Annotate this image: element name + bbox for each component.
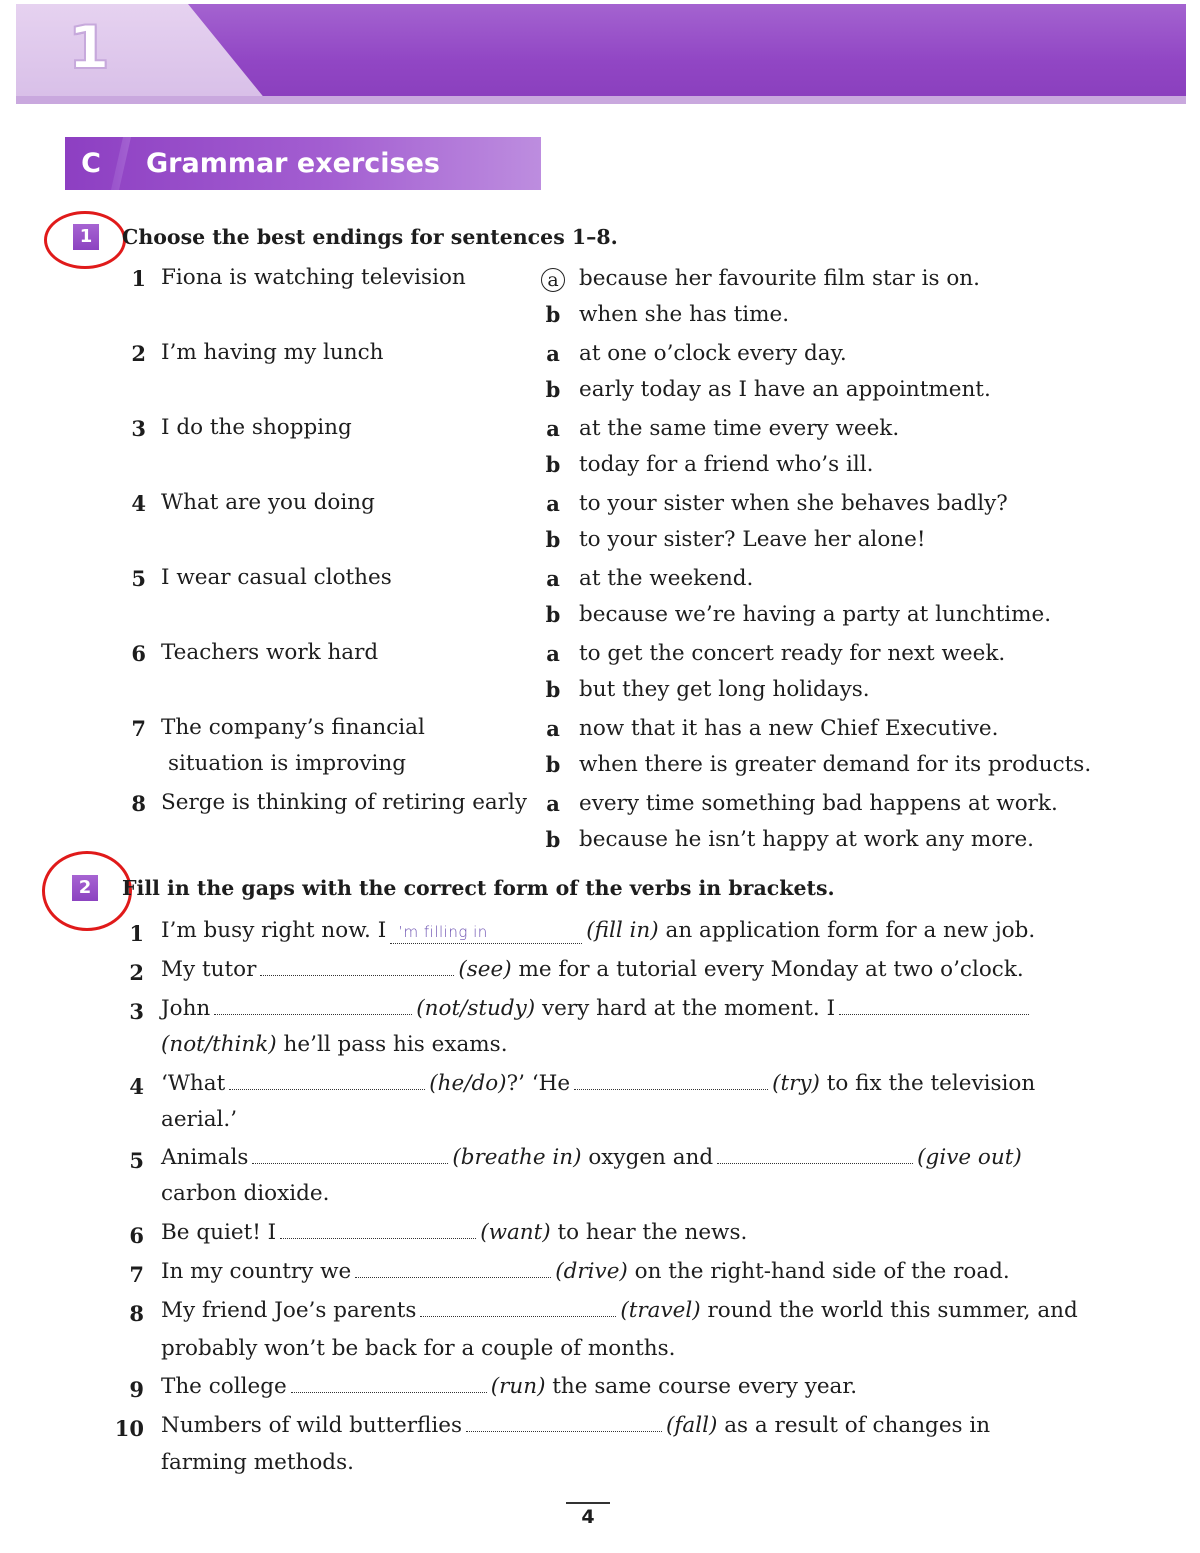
ex2-verb: (want): [480, 1220, 551, 1245]
ex2-text: My tutor: [161, 957, 257, 982]
option-a-letter[interactable]: a: [546, 641, 560, 666]
ex2-verb: (breathe in): [452, 1145, 582, 1170]
ex2-text: John: [161, 996, 211, 1021]
option-a-text: to get the concert ready for next week.: [579, 641, 1006, 666]
ex2-text: to fix the television: [826, 1071, 1036, 1096]
ex2-text: In my country we: [161, 1259, 352, 1284]
section-letter: C: [81, 148, 101, 179]
answer-gap[interactable]: [574, 1071, 768, 1090]
ex1-number: 4: [131, 491, 146, 516]
answer-gap[interactable]: [466, 1413, 662, 1432]
option-b-letter[interactable]: b: [545, 602, 561, 627]
answer-gap[interactable]: [717, 1145, 913, 1164]
selected-option-a[interactable]: a: [541, 268, 565, 292]
ex2-text: on the right-hand side of the road.: [634, 1259, 1010, 1284]
ex2-item-9: [161, 1374, 857, 1399]
option-b-text: but they get long holidays.: [579, 677, 870, 702]
ex2-item-1: [161, 918, 1035, 944]
ex2-verb: (travel): [620, 1298, 701, 1323]
option-a-text: every time something bad happens at work.: [579, 791, 1058, 816]
option-b-letter[interactable]: b: [545, 302, 561, 327]
option-a-text: now that it has a new Chief Executive.: [579, 716, 999, 741]
option-b-text: early today as I have an appointment.: [579, 377, 991, 402]
ex2-number: 7: [129, 1262, 144, 1287]
ex2-text: ?’ ‘He: [506, 1071, 571, 1096]
ex2-text: the same course every year.: [552, 1374, 858, 1399]
ex2-number: 8: [129, 1301, 144, 1326]
ex2-item-8: [161, 1298, 1078, 1323]
banner-underline: [16, 96, 1186, 104]
ex2-text: very hard at the moment. I: [542, 996, 836, 1021]
ex2-item-5-cont: [161, 1181, 329, 1206]
banner-light-tab: [16, 4, 266, 100]
ex2-item-6: [161, 1220, 747, 1245]
ex2-item-10-cont: [161, 1450, 354, 1475]
ex2-number: 5: [129, 1148, 144, 1173]
answer-gap[interactable]: [839, 996, 1029, 1015]
ex1-number: 3: [131, 416, 146, 441]
option-a-text: at the same time every week.: [579, 416, 900, 441]
answer-gap[interactable]: [291, 1374, 487, 1393]
ex1-number: 2: [131, 341, 146, 366]
option-b-letter[interactable]: b: [545, 827, 561, 852]
ex2-text: Animals: [161, 1145, 249, 1170]
ex2-text: The college: [161, 1374, 287, 1399]
ex2-item-4-cont: [161, 1107, 237, 1132]
ex2-item-8-cont: [161, 1336, 675, 1361]
unit-banner: [16, 4, 1186, 100]
option-a-letter[interactable]: a: [546, 416, 560, 441]
ex2-text: an application form for a new job.: [665, 918, 1036, 943]
exercise-1-instruction: Choose the best endings for sentences 1–8.: [122, 225, 618, 249]
option-b-letter[interactable]: b: [545, 677, 561, 702]
ex2-text: to hear the news.: [557, 1220, 748, 1245]
option-b-letter[interactable]: b: [545, 752, 561, 777]
ex2-verb: (run): [490, 1374, 546, 1399]
ex2-verb: (fill in): [586, 918, 659, 943]
ex1-stem: Teachers work hard: [161, 640, 379, 665]
exercise-2-badge: 2: [72, 875, 98, 901]
exercise-1-badge: 1: [73, 224, 99, 250]
ex2-text: carbon dioxide.: [161, 1181, 330, 1206]
answer-gap[interactable]: [420, 1298, 616, 1317]
option-a-letter[interactable]: a: [546, 566, 560, 591]
ex2-verb: (try): [772, 1071, 820, 1096]
option-b-text: today for a friend who’s ill.: [579, 452, 874, 477]
answer-field[interactable]: ’m filling in: [390, 923, 582, 944]
ex2-number: 9: [129, 1377, 144, 1402]
option-a-letter[interactable]: a: [546, 491, 560, 516]
option-b-text: to your sister? Leave her alone!: [579, 527, 926, 552]
page-number: 4: [566, 1502, 610, 1528]
ex1-stem: Fiona is watching television: [161, 265, 466, 290]
ex2-text: My friend Joe’s parents: [161, 1298, 417, 1323]
ex2-verb: (drive): [555, 1259, 628, 1284]
answer-gap[interactable]: [355, 1259, 551, 1278]
option-b-text: because we’re having a party at lunchtime.: [579, 602, 1052, 627]
ex2-text: I’m busy right now. I: [161, 918, 387, 943]
ex1-stem: What are you doing: [161, 490, 375, 515]
ex1-stem: I wear casual clothes: [161, 565, 392, 590]
ex2-text: ‘What: [161, 1071, 226, 1096]
ex2-text: Be quiet! I: [161, 1220, 277, 1245]
ex2-number: 3: [129, 999, 144, 1024]
ex2-item-7: [161, 1259, 1010, 1284]
ex2-item-4: [161, 1071, 1035, 1096]
ex2-text: me for a tutorial every Monday at two o’clock.: [518, 957, 1024, 982]
ex1-stem: I’m having my lunch: [161, 340, 384, 365]
answer-gap[interactable]: [280, 1220, 476, 1239]
ex2-item-3-cont: [161, 1032, 508, 1057]
ex2-text: farming methods.: [161, 1450, 354, 1475]
ex2-number: 6: [129, 1223, 144, 1248]
ex2-text: oxygen and: [588, 1145, 714, 1170]
answer-gap[interactable]: [260, 957, 454, 976]
ex1-stem: I do the shopping: [161, 415, 352, 440]
option-b-text: when there is greater demand for its products.: [579, 752, 1092, 777]
option-a-letter[interactable]: a: [546, 341, 560, 366]
section-header: [65, 137, 541, 190]
section-title: Grammar exercises: [146, 148, 440, 179]
ex1-number: 7: [131, 716, 146, 741]
ex2-verb: (he/do): [429, 1071, 507, 1096]
ex1-stem: situation is improving: [168, 751, 406, 776]
ex2-text: as a result of changes in: [724, 1413, 991, 1438]
option-b-letter[interactable]: b: [545, 452, 561, 477]
ex2-text: round the world this summer, and: [707, 1298, 1078, 1323]
unit-number: 1: [68, 13, 110, 83]
ex2-verb: (give out): [917, 1145, 1022, 1170]
option-a-text: because her favourite film star is on.: [579, 266, 980, 291]
answer-gap[interactable]: [214, 996, 412, 1015]
ex1-number: 6: [131, 641, 146, 666]
option-a-letter[interactable]: a: [546, 791, 560, 816]
ex2-text: he’ll pass his exams.: [283, 1032, 508, 1057]
ex2-item-10: [161, 1413, 990, 1438]
ex2-text: Numbers of wild butterflies: [161, 1413, 463, 1438]
ex1-stem: The company’s financial: [161, 715, 425, 740]
ex2-verb: (not/study): [416, 996, 536, 1021]
ex2-item-3: [161, 996, 1033, 1021]
option-b-text: when she has time.: [579, 302, 790, 327]
option-a-letter[interactable]: a: [546, 716, 560, 741]
exercise-2-instruction: Fill in the gaps with the correct form of the verbs in brackets.: [122, 876, 835, 900]
ex2-text: probably won’t be back for a couple of months.: [161, 1336, 676, 1361]
option-a-text: at one o’clock every day.: [579, 341, 847, 366]
answer-gap[interactable]: [229, 1071, 425, 1090]
option-b-letter[interactable]: b: [545, 527, 561, 552]
ex1-stem: Serge is thinking of retiring early: [161, 790, 528, 815]
option-b-letter[interactable]: b: [545, 377, 561, 402]
ex2-number: 10: [114, 1416, 144, 1441]
ex2-text: aerial.’: [161, 1107, 238, 1132]
ex1-number: 5: [131, 566, 146, 591]
ex2-item-5: [161, 1145, 1022, 1170]
ex1-number: 1: [131, 266, 146, 291]
ex2-verb: (see): [458, 957, 512, 982]
ex2-verb: (not/think): [161, 1032, 277, 1057]
option-a-text: to your sister when she behaves badly?: [579, 491, 1008, 516]
answer-gap[interactable]: [252, 1145, 448, 1164]
ex2-number: 1: [129, 921, 144, 946]
ex2-number: 2: [129, 960, 144, 985]
option-a-text: at the weekend.: [579, 566, 754, 591]
ex2-verb: (fall): [666, 1413, 718, 1438]
ex2-item-2: [161, 957, 1024, 982]
ex1-number: 8: [131, 791, 146, 816]
option-b-text: because he isn’t happy at work any more.: [579, 827, 1035, 852]
ex2-number: 4: [129, 1074, 144, 1099]
